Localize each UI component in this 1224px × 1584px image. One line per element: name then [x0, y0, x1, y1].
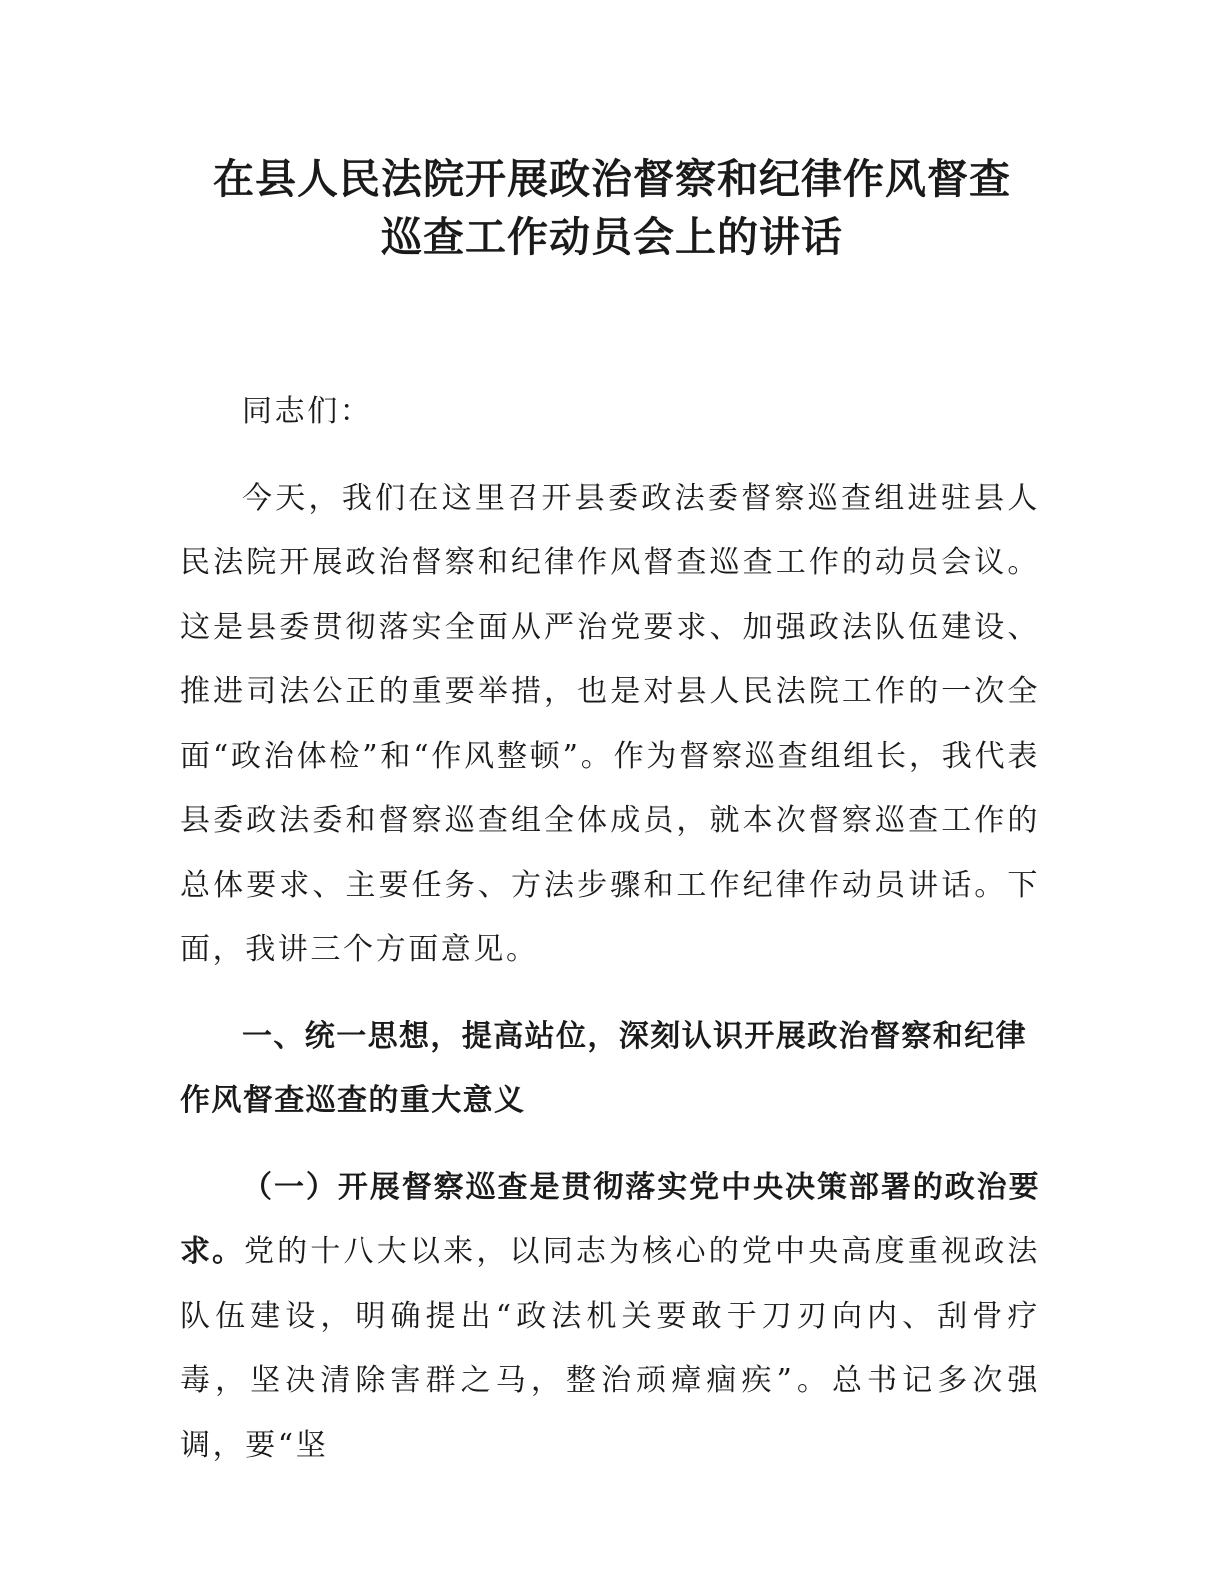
- subsection-body-1: 党的十八大以来，以同志为核心的党中央高度重视政法队伍建设，明确提出“政法机关要敢于刀刃向内、刮骨疗毒，坚决清除害群之马，整治顽瘴痼疾”。总书记多次强调，要“坚: [180, 1234, 1040, 1463]
- subsection-heading-1: （一）开展督察巡查是贯彻落实党中央决策部署的政治要求。: [180, 1169, 1040, 1269]
- title-line-2: 巡查工作动员会上的讲话: [381, 213, 843, 261]
- title-line-1: 在县人民法院开展政治督察和纪律作风督查: [213, 155, 1011, 203]
- greeting: 同志们：: [242, 394, 373, 429]
- subsection-paragraph-1: [180, 1156, 1040, 1479]
- intro-paragraph: 今天，我们在这里召开县委政法委督察巡查组进驻县人民法院开展政治督察和纪律作风督查巡查工作的动员会议。这是县委贯彻落实全面从严治党要求、加强政法队伍建设、推进司法公正的重要举措，也是对县人民法院工作的一次全面“政治体检”和“作风整顿”。作为督察巡查组组长，我代表县委政法委和督察巡查组全体成员，就本次督察巡查工作的总体要求、主要任务、方法步骤和工作纪律作动员讲话。下面，我讲三个方面意见。: [180, 480, 1040, 967]
- document-body: [180, 380, 1040, 1500]
- document-title: [140, 150, 1084, 266]
- section-heading-1: 一、统一思想，提高站位，深刻认识开展政治督察和纪律作风督查巡查的重大意义: [180, 1018, 1027, 1118]
